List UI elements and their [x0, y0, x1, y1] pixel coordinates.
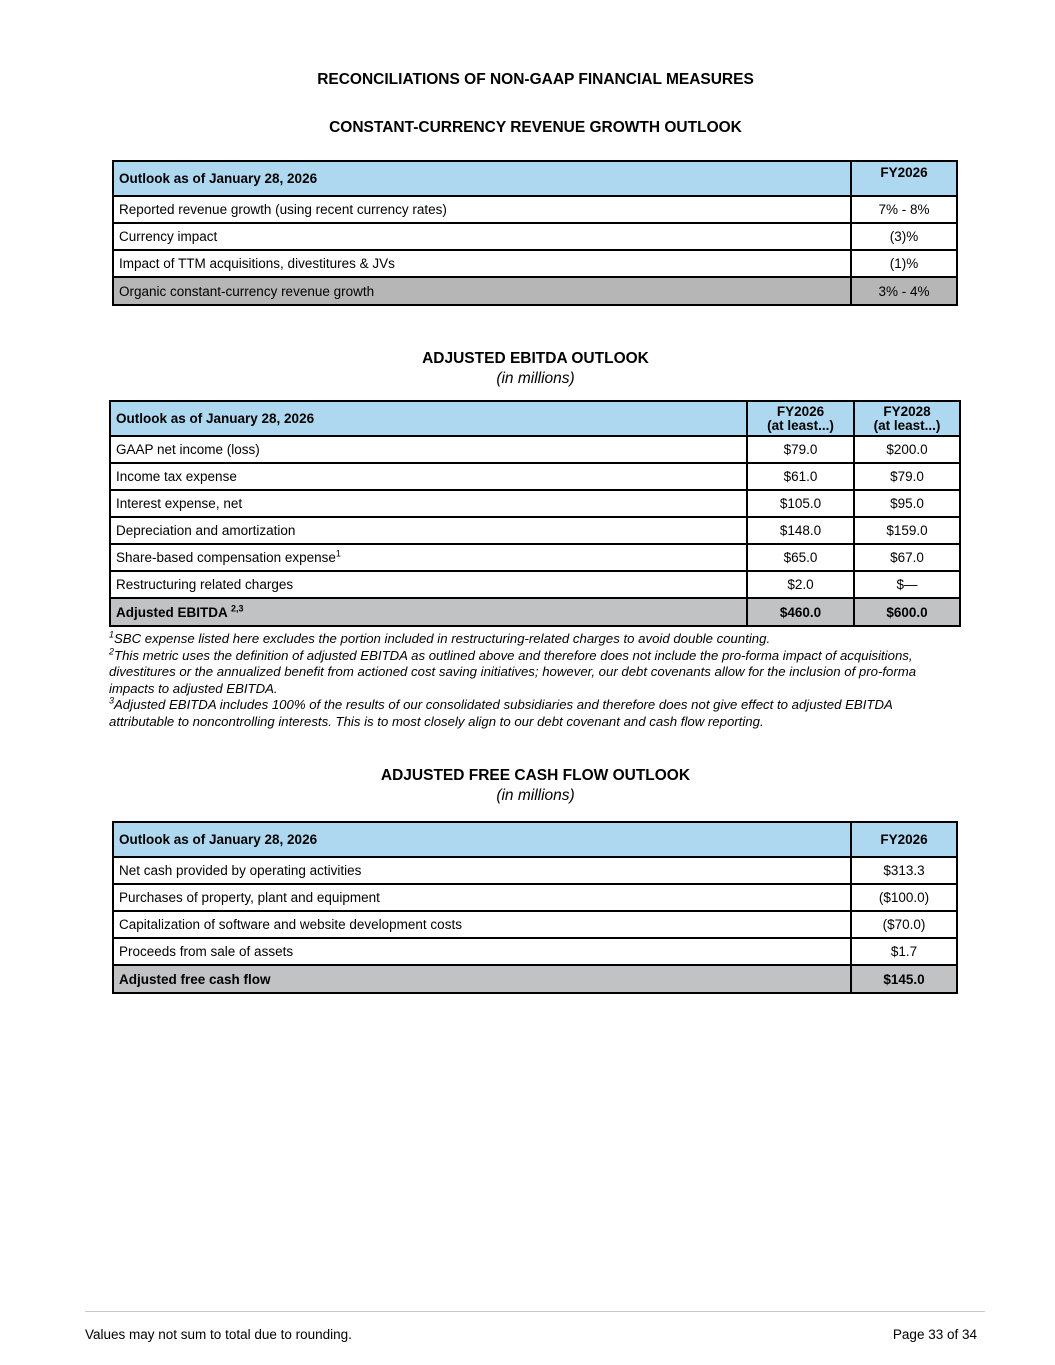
fcf-outlook-table — [112, 821, 958, 994]
table-row — [113, 884, 957, 911]
ccy-section-title: CONSTANT-CURRENCY REVENUE GROWTH OUTLOOK — [329, 119, 742, 136]
ebitda-footnotes — [109, 631, 959, 731]
page-title: RECONCILIATIONS OF NON-GAAP FINANCIAL MEASURES — [317, 71, 754, 88]
row-label: Currency impact — [113, 223, 851, 250]
table-row — [110, 463, 960, 490]
row-value-fy2028: $159.0 — [854, 517, 960, 544]
footnote-text: Adjusted EBITDA includes 100% of the results of our consolidated subsidiaries and therefore does not give effect to adjusted EBITDA attributable to noncontrolling interests. This is to most closely align to our debt covenant and cash flow reporting. — [109, 697, 893, 729]
row-label: Impact of TTM acquisitions, divestitures & JVs — [113, 250, 851, 277]
header-line: FY2028 — [883, 403, 931, 419]
footnote — [109, 697, 959, 730]
total-label: Adjusted EBITDA — [116, 604, 228, 620]
row-value-fy2026: $61.0 — [747, 463, 854, 490]
row-value: ($100.0) — [851, 884, 957, 911]
table-row — [113, 223, 957, 250]
footnote — [109, 648, 959, 698]
row-value: 7% - 8% — [851, 196, 957, 223]
footnote-mark: 2,3 — [231, 603, 244, 613]
row-label: Restructuring related charges — [110, 571, 747, 598]
row-label: Income tax expense — [110, 463, 747, 490]
footnote-mark: 1 — [109, 629, 115, 640]
row-value-fy2026: $65.0 — [747, 544, 854, 571]
total-label-cell — [110, 598, 747, 626]
row-value-fy2026: $105.0 — [747, 490, 854, 517]
header-line: FY2026 — [776, 403, 825, 419]
total-label: Organic constant-currency revenue growth — [113, 277, 851, 305]
row-value-fy2028: $67.0 — [854, 544, 960, 571]
row-value-fy2028: $95.0 — [854, 490, 960, 517]
header-line: (at least...) — [873, 417, 941, 433]
table-row — [110, 571, 960, 598]
ebitda-section-subtitle: (in millions) — [496, 370, 575, 387]
fcf-header-fy2026: FY2026 — [851, 822, 957, 857]
row-label: Capitalization of software and website development costs — [113, 911, 851, 938]
footnote-text: SBC expense listed here excludes the portion included in restructuring-related charges to avoid double counting. — [114, 631, 771, 646]
ebitda-header-label: Outlook as of January 28, 2026 — [110, 401, 747, 436]
table-row — [113, 938, 957, 965]
row-value: (1)% — [851, 250, 957, 277]
table-row — [110, 436, 960, 463]
footer-divider — [85, 1311, 985, 1312]
ccy-outlook-table — [112, 160, 958, 306]
total-row — [110, 598, 960, 626]
row-value: $1.7 — [851, 938, 957, 965]
row-value: (3)% — [851, 223, 957, 250]
footnote-mark: 3 — [109, 695, 115, 706]
table-row — [113, 196, 957, 223]
row-value-fy2028: $79.0 — [854, 463, 960, 490]
table-row — [113, 911, 957, 938]
footnote-text: This metric uses the definition of adjusted EBITDA as outlined above and therefore does not include the pro-forma impact of acquisitions, divestitures or the annualized benefit from actioned cost saving initiatives; however, our debt covenants allow for the inclusion of pro-forma impacts to adjusted EBITDA. — [109, 647, 917, 696]
fcf-section-title: ADJUSTED FREE CASH FLOW OUTLOOK — [380, 767, 691, 784]
row-value-fy2026: $79.0 — [747, 436, 854, 463]
ccy-header-fy2026: FY2026 — [851, 161, 957, 196]
row-label: Proceeds from sale of assets — [113, 938, 851, 965]
row-value-fy2026: $2.0 — [747, 571, 854, 598]
total-label: Adjusted free cash flow — [113, 965, 851, 993]
ccy-header-label: Outlook as of January 28, 2026 — [113, 161, 851, 196]
total-row — [113, 277, 957, 305]
table-row — [110, 517, 960, 544]
total-row — [113, 965, 957, 993]
row-label: Share-based compensation expense — [116, 550, 336, 565]
table-row — [113, 857, 957, 884]
header-line: (at least...) — [767, 417, 834, 433]
total-value: $145.0 — [851, 965, 957, 993]
row-label: Purchases of property, plant and equipment — [113, 884, 851, 911]
row-value: ($70.0) — [851, 911, 957, 938]
fcf-header-label: Outlook as of January 28, 2026 — [113, 822, 851, 857]
row-label: Net cash provided by operating activities — [113, 857, 851, 884]
total-value-fy2028: $600.0 — [854, 598, 960, 626]
total-value-fy2026: $460.0 — [747, 598, 854, 626]
footer-note: Values may not sum to total due to rounding. — [85, 1327, 352, 1342]
footnote-mark: 1 — [335, 548, 341, 559]
ebitda-header-fy2026 — [747, 401, 854, 436]
fcf-section-subtitle: (in millions) — [496, 787, 575, 804]
page-number: Page 33 of 34 — [892, 1327, 977, 1342]
ebitda-header-fy2028 — [854, 401, 960, 436]
row-value-fy2028: $200.0 — [854, 436, 960, 463]
ebitda-outlook-table — [109, 400, 961, 627]
row-label: Interest expense, net — [110, 490, 747, 517]
row-label: GAAP net income (loss) — [110, 436, 747, 463]
row-label: Reported revenue growth (using recent currency rates) — [113, 196, 851, 223]
table-row — [113, 250, 957, 277]
row-label: Depreciation and amortization — [110, 517, 747, 544]
row-value: $313.3 — [851, 857, 957, 884]
row-value-fy2028: $— — [854, 571, 960, 598]
footnote — [109, 631, 959, 648]
table-row — [110, 490, 960, 517]
total-value: 3% - 4% — [851, 277, 957, 305]
row-value-fy2026: $148.0 — [747, 517, 854, 544]
table-row — [110, 544, 960, 571]
ebitda-section-title: ADJUSTED EBITDA OUTLOOK — [422, 350, 649, 367]
footnote-mark: 2 — [109, 646, 115, 657]
row-label-cell — [110, 544, 747, 571]
